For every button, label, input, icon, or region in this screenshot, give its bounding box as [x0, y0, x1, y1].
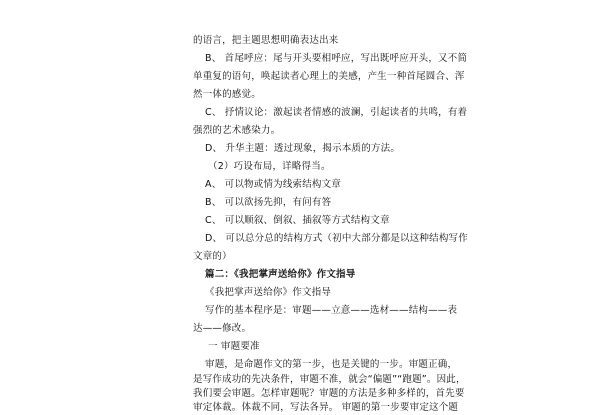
- text-line: 我们要会审题。怎样审题呢？审题的方法是多种多样的，首先要: [193, 388, 465, 399]
- text-line: 写作的基本程序是：审题——立意——选材——结构——表: [205, 305, 458, 316]
- text-line: （2）巧设布局，详略得当。: [208, 161, 331, 172]
- subsection-heading: 一 审题要准: [208, 341, 260, 352]
- text-line: 审定体裁。体裁不同，写法各异。 审题的第一步要审定这个题: [193, 402, 459, 413]
- text-line: 达——修改。: [193, 323, 252, 334]
- text-line: D、 可以总分总的结构方式（初中大部分都是以这种结构写作: [205, 233, 468, 244]
- section-heading: 篇二：《我把掌声送给你》作文指导: [205, 269, 356, 280]
- text-line: 文章的）: [193, 251, 232, 262]
- text-line: C、 抒情议论：激起读者情感的波澜，引起读者的共鸣，有着: [205, 107, 468, 118]
- text-line: D、 升华主题：透过现象，揭示本质的方法。: [205, 143, 401, 154]
- text-line: B、 可以欲扬先抑，有问有答: [205, 197, 332, 208]
- text-line: B、 首尾呼应：尾与开头要相呼应，写出既呼应开头，又不简: [205, 53, 468, 64]
- text-line: 是写作成功的先决条件，审题不准，就会“偏题”“跑题”。因此，: [193, 374, 466, 385]
- text-line: 审题，是命题作文的第一步，也是关键的一步。审题正确，: [205, 359, 458, 370]
- text-line: 强烈的艺术感染力。: [193, 125, 281, 136]
- text-line: 《我把掌声送给你》作文指导: [205, 287, 332, 298]
- text-line: A、 可以物或情为线索结构文章: [205, 179, 342, 190]
- text-line: C、 可以顺叙、倒叙、插叙等方式结构文章: [205, 215, 390, 226]
- text-line: 然一体的感觉。: [193, 89, 261, 100]
- text-line: 的语言，把主题思想明确表达出来: [193, 35, 339, 46]
- text-line: 单重复的语句，唤起读者心理上的美感，产生一种首尾圆合、浑: [193, 71, 465, 82]
